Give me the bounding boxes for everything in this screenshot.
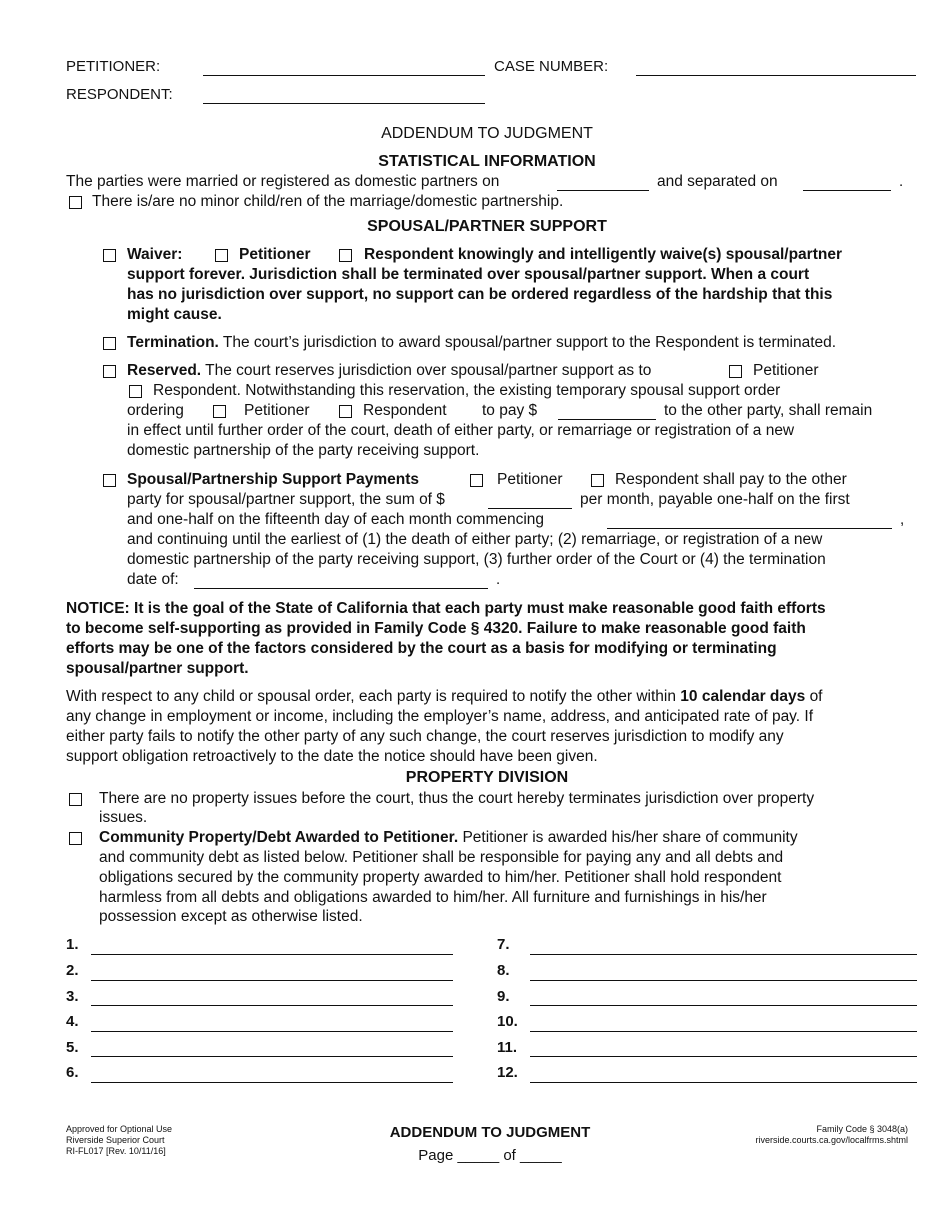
respect-line-1-b: of [809,688,823,705]
no-minor-checkbox[interactable] [69,196,82,209]
ordering-respondent-label: Respondent [363,402,447,419]
community-line-4: harmless from all debts and obligations awarded to him/her. All furniture and furnishings in his/her [99,889,767,906]
payments-comma: , [900,511,905,528]
payments-petitioner-checkbox[interactable] [470,474,483,487]
ordering-petitioner-label: Petitioner [244,402,310,419]
item-number-5: 5. [66,1039,79,1056]
community-line-1 [99,828,798,848]
payments-period: . [496,571,501,588]
item-number-3: 3. [66,988,79,1005]
petitioner-field[interactable] [203,75,485,76]
waiver-label: Waiver: [127,246,183,263]
no-minor-text: There is/are no minor child/ren of the marriage/domestic partnership. [92,193,564,210]
no-property-line-1: There are no property issues before the court, thus the court hereby terminates jurisdiction over property [99,790,815,807]
statistical-period: . [899,173,904,190]
no-property-checkbox[interactable] [69,793,82,806]
support-heading: SPOUSAL/PARTNER SUPPORT [367,218,607,235]
item-number-8: 8. [497,962,510,979]
item-number-1: 1. [66,936,79,953]
footer-right [755,1124,908,1146]
item-field-10[interactable] [530,1031,917,1032]
separated-date-field[interactable] [803,190,891,191]
item-field-3[interactable] [91,1005,453,1006]
payments-petitioner-label: Petitioner [497,471,563,488]
respect-line-1 [66,687,823,707]
item-field-2[interactable] [91,980,453,981]
termination-checkbox[interactable] [103,337,116,350]
married-date-field[interactable] [557,190,649,191]
footer-title: ADDENDUM TO JUDGMENT [389,1124,591,1141]
footer-left-line-2: Riverside Superior Court [66,1135,165,1145]
waiver-line-1: support forever. Jurisdiction shall be terminated over spousal/partner support. When a court [127,266,810,283]
community-text-1: Petitioner is awarded his/her share of community [462,829,798,846]
respect-line-1-bold: 10 calendar days [680,688,806,705]
item-number-9: 9. [497,988,510,1005]
reserved-text-2: Respondent. Notwithstanding this reservation, the existing temporary spousal support order [153,382,781,399]
page-number: Page _____ of _____ [418,1147,562,1164]
page-title: ADDENDUM TO JUDGMENT [381,125,593,142]
payments-text-2: per month, payable one-half on the first [580,491,850,508]
termination-date-field[interactable] [194,588,488,589]
property-heading: PROPERTY DIVISION [405,769,569,786]
community-line-3: obligations secured by the community property awarded to him/her. Petitioner shall hold respondent [99,869,782,886]
notice-line-3: efforts may be one of the factors considered by the court as a basis for modifying or terminating [66,640,777,657]
married-text: The parties were married or registered as domestic partners on [66,173,500,190]
respect-line-4: support obligation retroactively to the date the notice should have been given. [66,748,598,765]
statistical-heading: STATISTICAL INFORMATION [378,153,596,170]
item-number-4: 4. [66,1013,79,1030]
to-pay-label: to pay $ [482,402,538,419]
payments-text-3: and one-half on the fifteenth day of each month commencing [127,511,545,528]
footer-right-line-1: Family Code § 3048(a) [816,1124,908,1134]
waiver-respondent-text: Respondent knowingly and intelligently waive(s) spousal/partner [364,246,842,263]
item-field-11[interactable] [530,1056,917,1057]
reserved-text-5: domestic partnership of the party receiving support. [127,442,480,459]
termination-label: Termination. [127,334,219,351]
payments-respondent-text: Respondent shall pay to the other [615,471,847,488]
payments-text-1: party for spousal/partner support, the sum of $ [127,491,445,508]
respect-line-2: any change in employment or income, including the employer’s name, address, and anticipated rate of pay. If [66,708,814,725]
footer-left-line-3: RI-FL017 [Rev. 10/11/16] [66,1146,166,1156]
item-number-10: 10. [497,1013,518,1030]
notice-line-2: to become self-supporting as provided in Family Code § 4320. Failure to make reasonable good faith [66,620,806,637]
item-field-4[interactable] [91,1031,453,1032]
termination-text: The court’s jurisdiction to award spousal/partner support to the Respondent is terminated. [222,334,837,351]
community-label: Community Property/Debt Awarded to Petitioner. [99,829,459,846]
item-number-7: 7. [497,936,510,953]
item-field-6[interactable] [91,1082,453,1083]
item-number-6: 6. [66,1064,79,1081]
item-field-5[interactable] [91,1056,453,1057]
payments-text-4: and continuing until the earliest of (1) the death of either party; (2) remarriage, or registration of a new [127,531,823,548]
notice-line-1: NOTICE: It is the goal of the State of California that each party must make reasonable good faith efforts [66,600,826,617]
reserved-label: Reserved. [127,362,202,379]
ordering-petitioner-checkbox[interactable] [213,405,226,418]
community-line-5: possession except as otherwise listed. [99,908,363,925]
waiver-line-2: has no jurisdiction over support, no support can be ordered regardless of the hardship that this [127,286,833,303]
community-line-2: and community debt as listed below. Petitioner shall be responsible for paying any and all debts and [99,849,784,866]
payments-label: Spousal/Partnership Support Payments [127,471,419,488]
date-of-label: date of: [127,571,179,588]
case-number-label: CASE NUMBER: [494,58,609,75]
to-pay-amount-field[interactable] [558,419,656,420]
item-field-7[interactable] [530,954,917,955]
item-field-12[interactable] [530,1082,917,1083]
community-property-checkbox[interactable] [69,832,82,845]
item-number-11: 11. [497,1039,518,1056]
notice-line-4: spousal/partner support. [66,660,249,677]
item-field-9[interactable] [530,1005,917,1006]
commencing-date-field[interactable] [607,528,892,529]
petitioner-label: PETITIONER: [66,58,161,75]
respect-line-1-a: With respect to any child or spousal order, each party is required to notify the other within [66,688,676,705]
separated-text: and separated on [657,173,778,190]
item-field-8[interactable] [530,980,917,981]
ordering-respondent-checkbox[interactable] [339,405,352,418]
waiver-checkbox[interactable] [103,249,116,262]
respondent-field[interactable] [203,103,485,104]
waiver-petitioner-label: Petitioner [239,246,311,263]
payments-text-5: domestic partnership of the party receiving support, (3) further order of the Court or (4) the termination [127,551,826,568]
reserved-checkbox[interactable] [103,365,116,378]
item-field-1[interactable] [91,954,453,955]
footer-right-line-2: riverside.courts.ca.gov/localfrms.shtml [755,1135,908,1145]
waiver-petitioner-checkbox[interactable] [215,249,228,262]
payments-checkbox[interactable] [103,474,116,487]
footer-left [66,1124,172,1157]
case-number-field[interactable] [636,75,916,76]
reserved-respondent-checkbox[interactable] [129,385,142,398]
item-number-2: 2. [66,962,79,979]
footer-left-line-1: Approved for Optional Use [66,1124,173,1134]
monthly-amount-field[interactable] [488,508,572,509]
ordering-label: ordering [127,402,184,419]
respondent-label: RESPONDENT: [66,86,173,103]
no-property-line-2: issues. [99,809,148,826]
termination-row [127,333,836,353]
reserved-petitioner-label: Petitioner [753,362,819,379]
item-number-12: 12. [497,1064,518,1081]
waiver-respondent-checkbox[interactable] [339,249,352,262]
waiver-line-3: might cause. [127,306,222,323]
reserved-text-3: to the other party, shall remain [664,402,873,419]
reserved-text-1: The court reserves jurisdiction over spousal/partner support as to [205,362,652,379]
reserved-petitioner-checkbox[interactable] [729,365,742,378]
payments-respondent-checkbox[interactable] [591,474,604,487]
reserved-text-4: in effect until further order of the court, death of either party, or remarriage or registration of a new [127,422,795,439]
reserved-row-1 [127,361,651,381]
respect-line-3: either party fails to notify the other party of any such change, the court reserves jurisdiction to modify any [66,728,784,745]
